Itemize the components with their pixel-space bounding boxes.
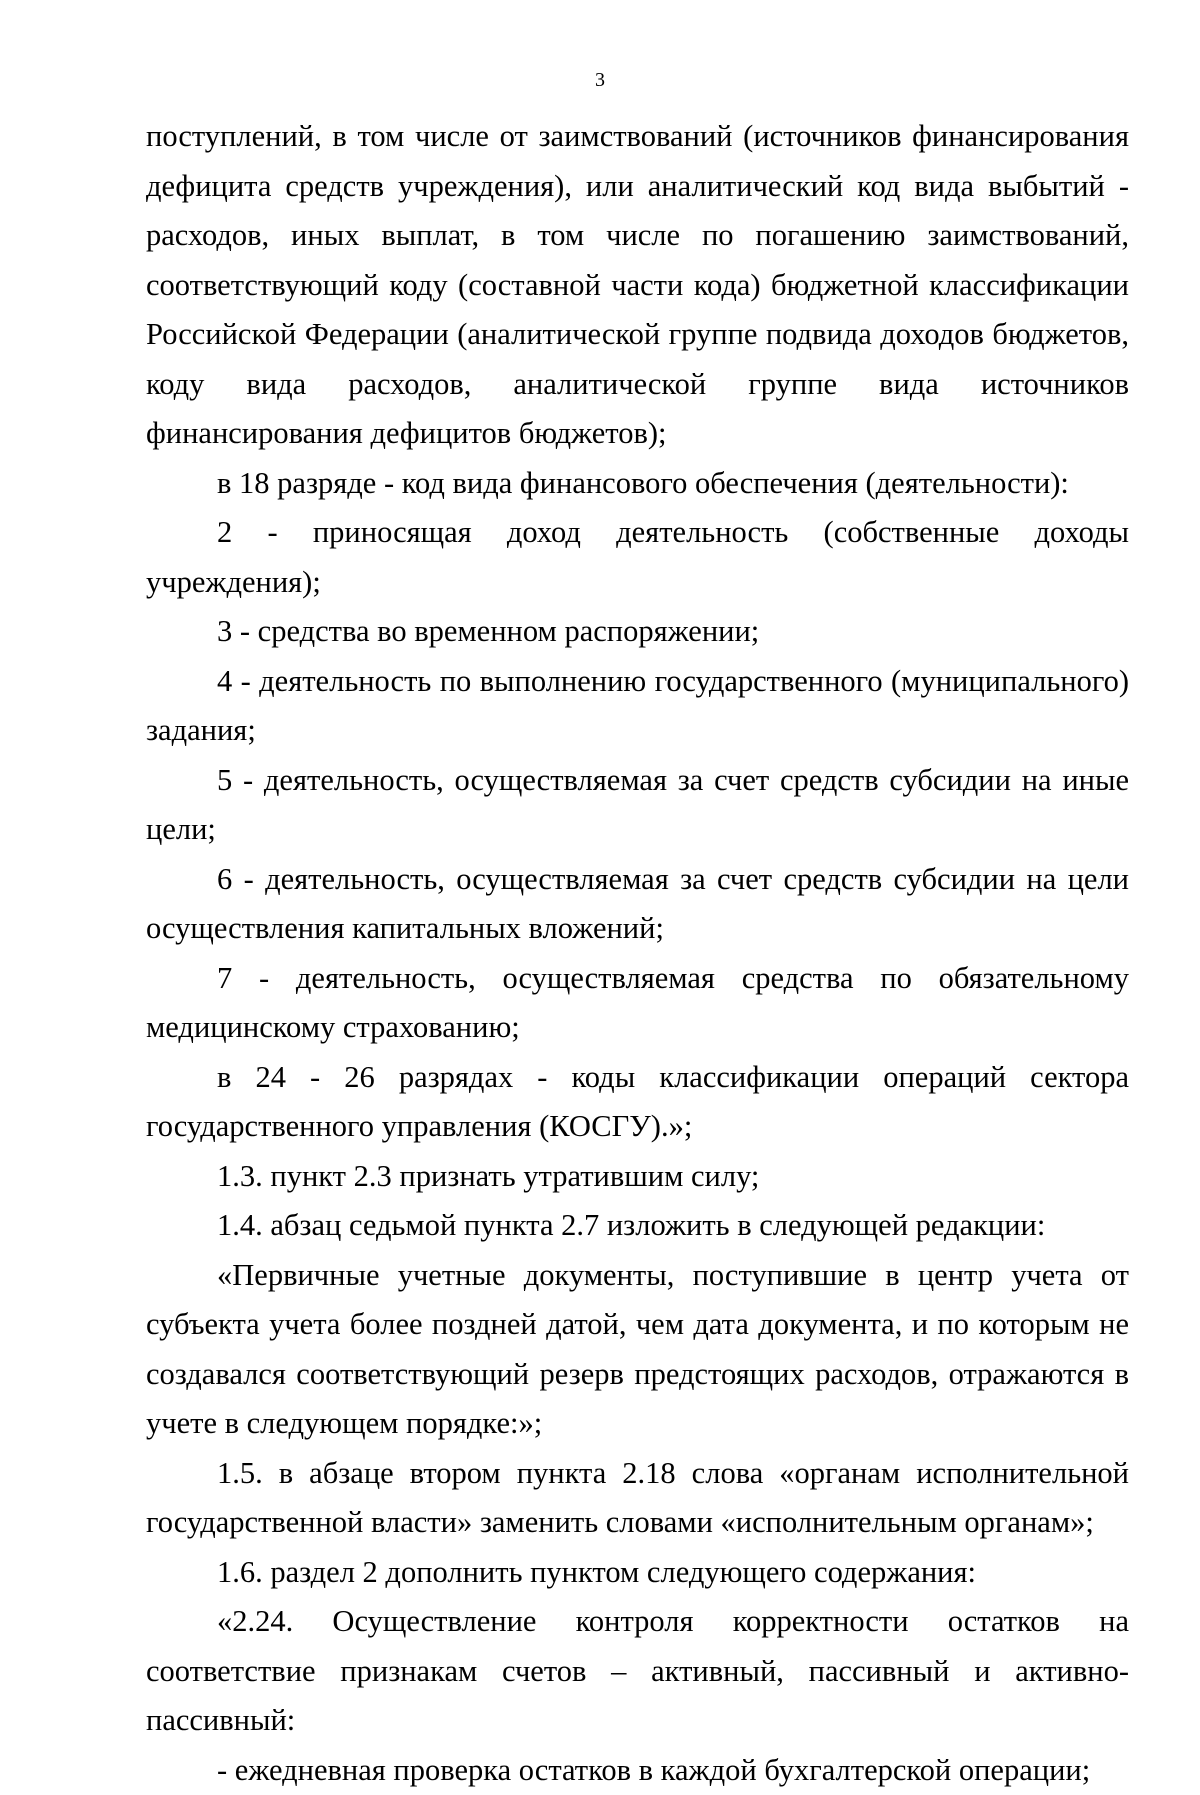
- paragraph-quote-2-24: «2.24. Осуществление контроля корректности остатков на соответствие признакам счетов – активный, пассивный и активно-пассивный:: [146, 1597, 1129, 1746]
- paragraph-code-7: 7 - деятельность, осуществляемая средства по обязательному медицинскому страхованию;: [146, 954, 1129, 1053]
- paragraph-item-1-3: 1.3. пункт 2.3 признать утратившим силу;: [146, 1152, 1129, 1202]
- paragraph-code-2: 2 - приносящая доход деятельность (собственные доходы учреждения);: [146, 508, 1129, 607]
- page-number: 3: [0, 68, 1200, 92]
- paragraph-item-1-4: 1.4. абзац седьмой пункта 2.7 изложить в следующей редакции:: [146, 1201, 1129, 1251]
- paragraph-continuation: поступлений, в том числе от заимствований (источников финансирования дефицита средств учреждения), или аналитический код вида выбытий - расходов, иных выплат, в том числе по погашению заимствований, соответствующий коду (составной части кода) бюджетной классификации Российской Федерации (аналитической группе подвида доходов бюджетов, коду вида расходов, аналитической группе вида источников финансирования дефицитов бюджетов);: [146, 112, 1129, 459]
- paragraph-digits-24-26: в 24 - 26 разрядах - коды классификации операций сектора государственного управления (КОСГУ).»;: [146, 1053, 1129, 1152]
- paragraph-item-1-6: 1.6. раздел 2 дополнить пунктом следующего содержания:: [146, 1548, 1129, 1598]
- paragraph-list-item-daily-check: - ежедневная проверка остатков в каждой бухгалтерской операции;: [146, 1746, 1129, 1795]
- paragraph-code-6: 6 - деятельность, осуществляемая за счет средств субсидии на цели осуществления капитальных вложений;: [146, 855, 1129, 954]
- paragraph-code-3: 3 - средства во временном распоряжении;: [146, 607, 1129, 657]
- paragraph-item-1-5: 1.5. в абзаце втором пункта 2.18 слова «органам исполнительной государственной власти» заменить словами «исполнительным органам»;: [146, 1449, 1129, 1548]
- paragraph-code-4: 4 - деятельность по выполнению государственного (муниципального) задания;: [146, 657, 1129, 756]
- paragraph-code-5: 5 - деятельность, осуществляемая за счет средств субсидии на иные цели;: [146, 756, 1129, 855]
- paragraph-digit-18: в 18 разряде - код вида финансового обеспечения (деятельности):: [146, 459, 1129, 509]
- document-body: [146, 112, 1129, 1795]
- paragraph-quote-primary-documents: «Первичные учетные документы, поступившие в центр учета от субъекта учета более поздней датой, чем дата документа, и по которым не создавался соответствующий резерв предстоящих расходов, отражаются в учете в следующем порядке:»;: [146, 1251, 1129, 1449]
